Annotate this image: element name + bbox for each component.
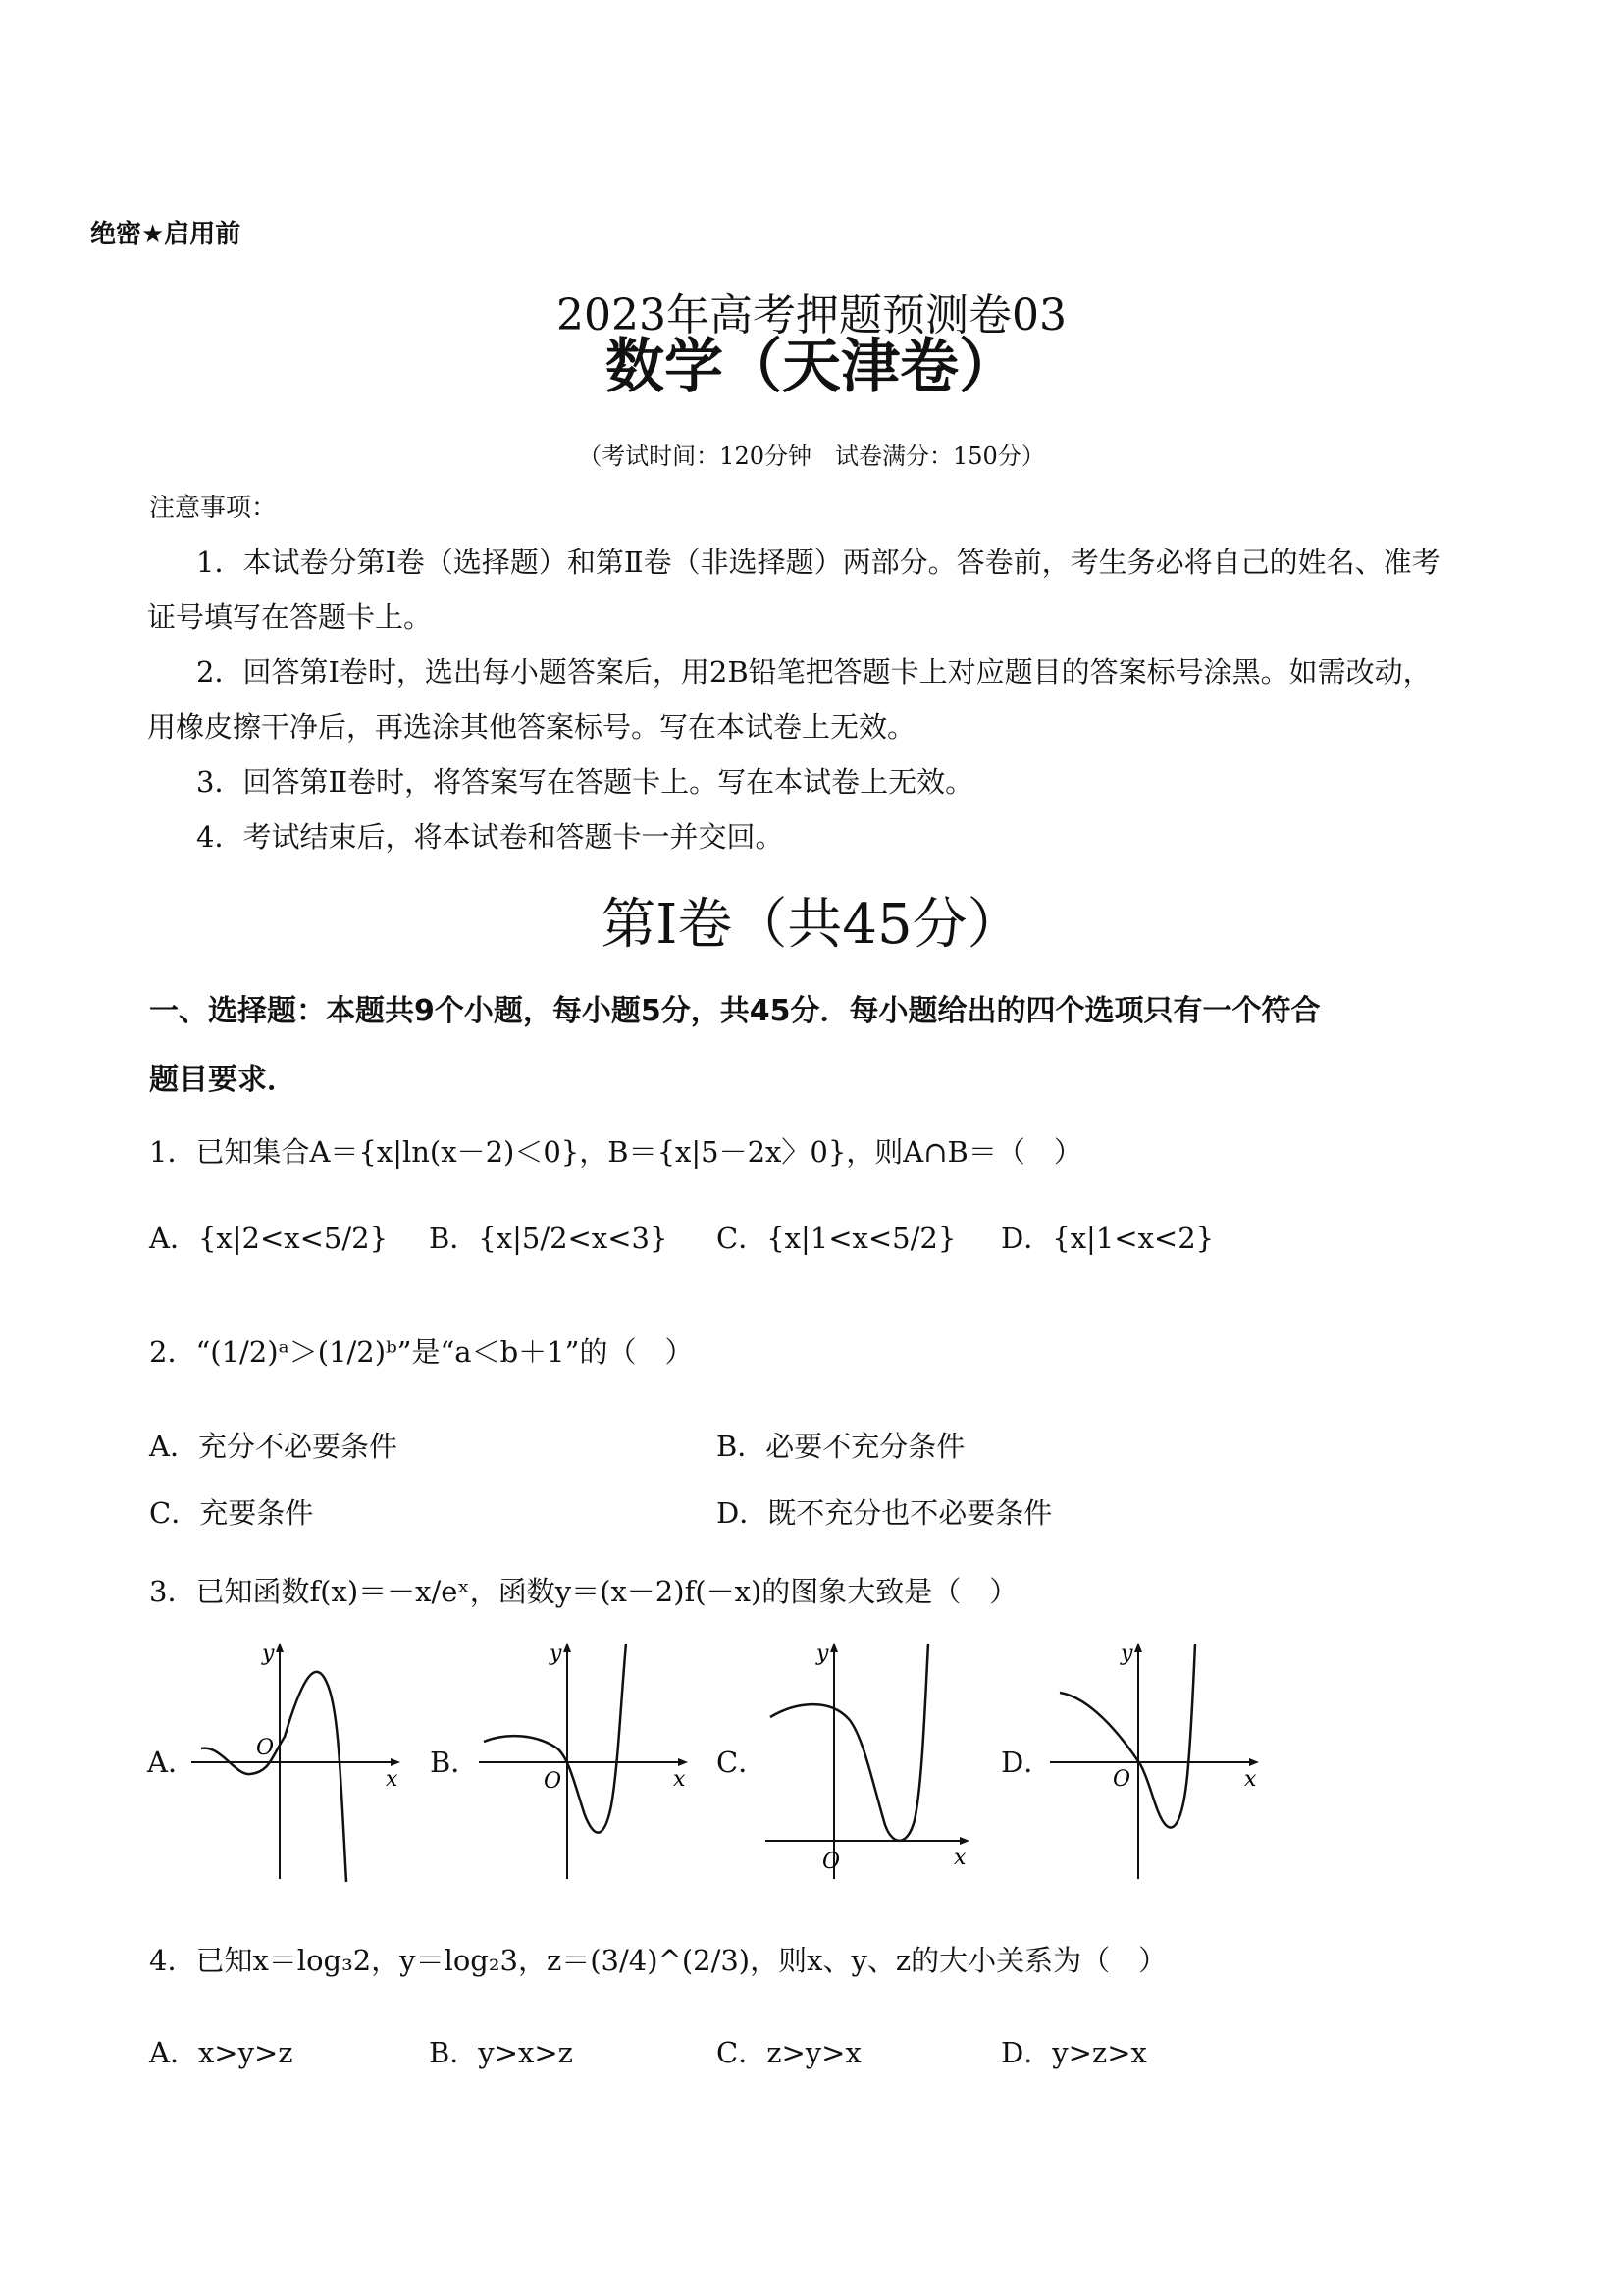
graph-c-origin: O <box>822 1850 841 1874</box>
section1-heading: 一、选择题：本题共9个小题，每小题5分，共45分．每小题给出的四个选项只有一个符合 <box>149 994 1321 1028</box>
question-4-option-a: A．x>y>z <box>149 2036 293 2069</box>
graph-a-y-label: y <box>262 1642 275 1666</box>
graph-b <box>479 1639 695 1884</box>
question-2-option-c: C．充要条件 <box>149 1496 314 1530</box>
graph-c-x-label: x <box>954 1846 967 1870</box>
exam-info: （考试时间：120分钟 试卷满分：150分） <box>578 443 1045 470</box>
graph-b-x-label: x <box>673 1767 686 1792</box>
question-3-stem: 3．已知函数f(x)＝－x/eˣ，函数y＝(x－2)f(－x)的图象大致是（ ） <box>149 1575 1019 1608</box>
question-4-option-c: C．z>y>x <box>716 2036 862 2069</box>
graph-a-origin: O <box>256 1736 275 1760</box>
question-2-option-a: A．充分不必要条件 <box>149 1430 397 1463</box>
question-2-option-d: D．既不充分也不必要条件 <box>716 1496 1053 1530</box>
question-1-option-d: D．{x|1<x<2} <box>1001 1222 1215 1255</box>
graph-d-curve <box>1060 1644 1195 1828</box>
question-3-option-b: B． <box>430 1746 480 1779</box>
notice-item-4: 4．考试结束后，将本试卷和答题卡一并交回。 <box>196 820 784 854</box>
exam-title: 2023年高考押题预测卷03 <box>556 290 1067 340</box>
notice-item-2: 2．回答第Ⅰ卷时，选出每小题答案后，用2B铅笔把答题卡上对应题目的答案标号涂黑。如需改动， <box>196 655 1432 689</box>
notice-heading: 注意事项： <box>149 494 278 523</box>
question-4-option-b: B．y>x>z <box>429 2036 573 2069</box>
confidential-mark: 绝密★启用前 <box>90 220 241 249</box>
question-1-option-a: A．{x|2<x<5/2} <box>149 1222 389 1255</box>
graph-d <box>1050 1639 1266 1884</box>
question-2-option-b: B．必要不充分条件 <box>716 1430 966 1463</box>
graph-b-curve <box>484 1644 626 1833</box>
exam-subject: 数学（天津卷） <box>605 333 1018 401</box>
question-1-stem: 1．已知集合A＝{x|ln(x－2)＜0}，B＝{x|5－2x〉0}，则A∩B＝（ ） <box>149 1135 1082 1169</box>
graph-b-origin: O <box>544 1769 562 1794</box>
question-2-stem: 2．“(1/2)ᵃ＞(1/2)ᵇ”是“a＜b＋1”的（ ） <box>149 1335 694 1369</box>
question-3-option-c: C． <box>716 1746 767 1779</box>
question-4-option-d: D．y>z>x <box>1001 2036 1147 2069</box>
graph-a-x-label: x <box>386 1767 398 1792</box>
graph-a-curve <box>201 1672 346 1882</box>
graph-c-y-label: y <box>816 1642 829 1666</box>
section1-heading-cont: 题目要求． <box>149 1063 296 1097</box>
graph-c-curve <box>770 1644 928 1841</box>
question-4-stem: 4．已知x＝log₃2，y＝log₂3，z＝(3/4)^(2/3)，则x、y、z的大小关系为（ ） <box>149 1944 1168 1977</box>
notice-item-2-cont: 用橡皮擦干净后，再选涂其他答案标号。写在本试卷上无效。 <box>147 710 916 744</box>
question-3-option-d: D． <box>1001 1746 1053 1779</box>
graph-d-origin: O <box>1113 1767 1131 1792</box>
graph-d-x-label: x <box>1244 1767 1257 1792</box>
notice-item-1: 1．本试卷分第Ⅰ卷（选择题）和第Ⅱ卷（非选择题）两部分。答卷前，考生务必将自己的姓名、准考 <box>196 546 1440 579</box>
graph-c <box>765 1639 981 1884</box>
question-3-option-a: A． <box>147 1746 196 1779</box>
graph-d-y-label: y <box>1121 1642 1133 1666</box>
question-1-option-b: B．{x|5/2<x<3} <box>429 1222 668 1255</box>
notice-item-1-cont: 证号填写在答题卡上。 <box>147 600 433 634</box>
question-1-option-c: C．{x|1<x<5/2} <box>716 1222 957 1255</box>
graph-b-y-label: y <box>550 1642 562 1666</box>
notice-item-3: 3．回答第Ⅱ卷时，将答案写在答题卡上。写在本试卷上无效。 <box>196 765 974 799</box>
graph-a <box>191 1639 407 1884</box>
part1-title: 第Ⅰ卷（共45分） <box>601 893 1022 957</box>
